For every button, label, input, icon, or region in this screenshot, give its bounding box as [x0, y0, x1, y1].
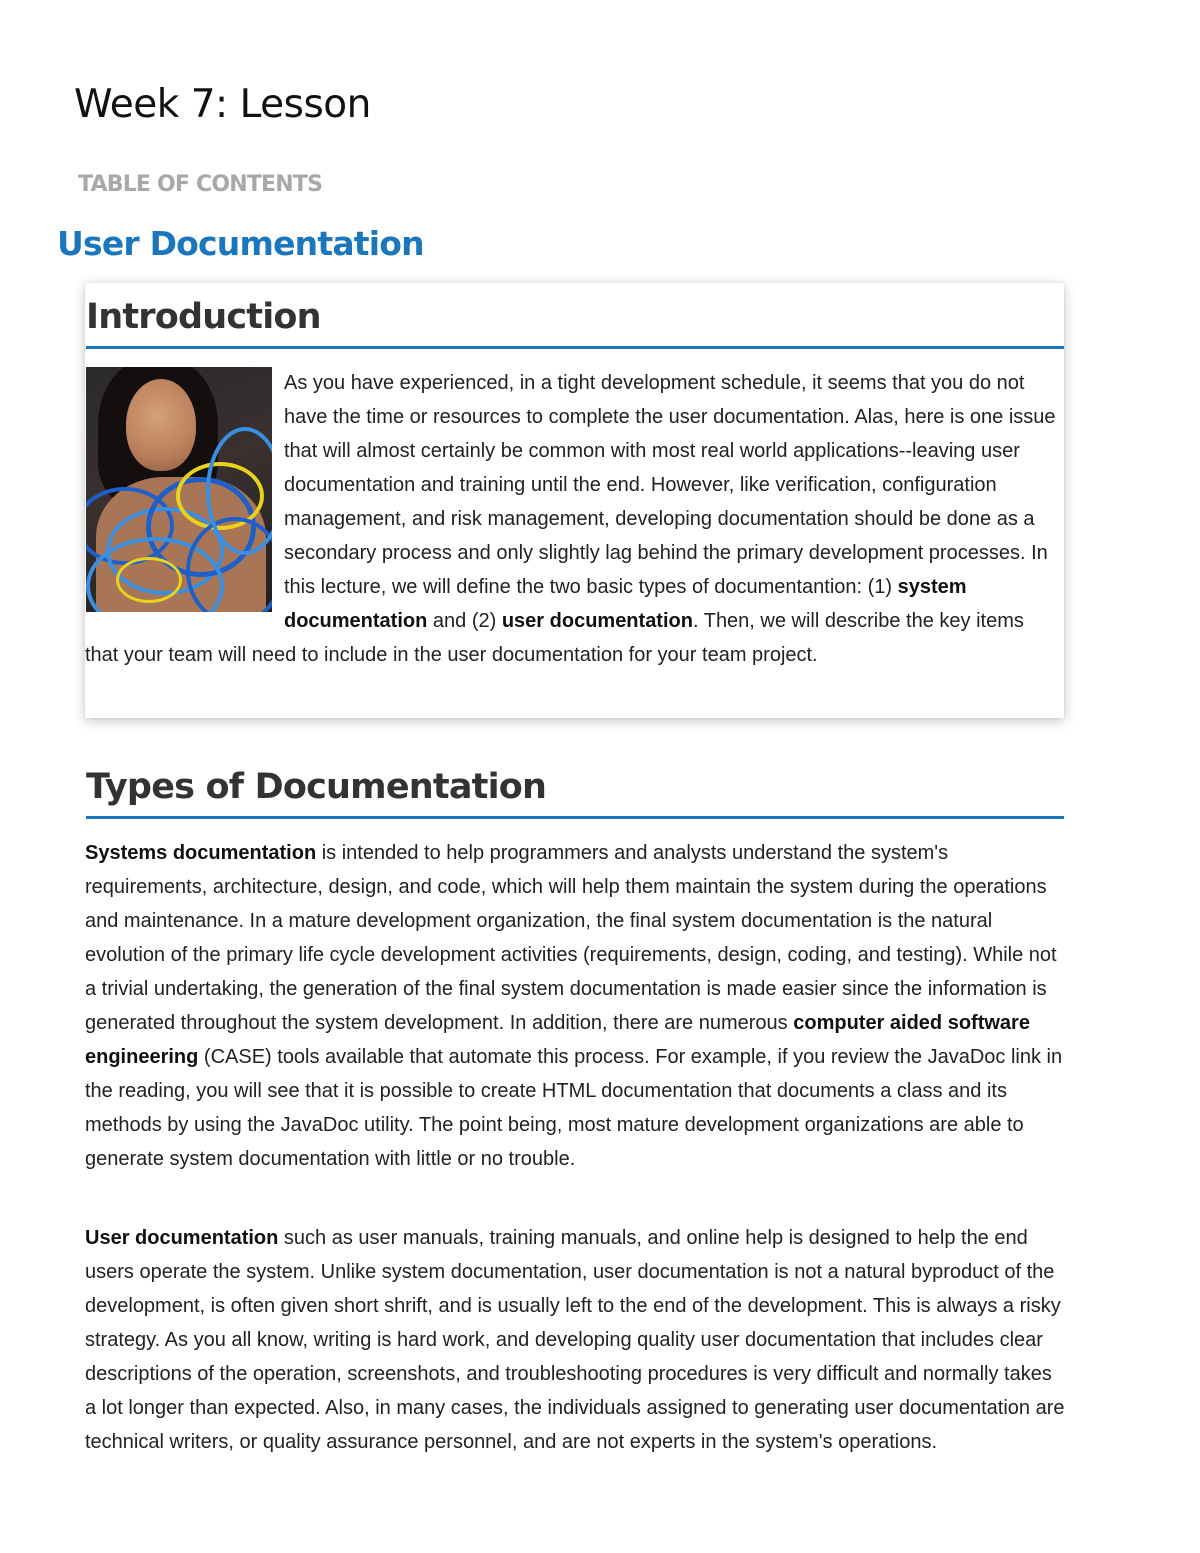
intro-text-part: and (2)	[427, 610, 502, 632]
intro-bold-system-documentation: system documentation	[284, 576, 967, 632]
paragraph-text: (CASE) tools available that automate this process. For example, if you review the JavaDoc link in the reading, you will see that it is possible to create HTML documentation that documents a class and its methods by using the JavaDoc utility. The point being, most mature development organizations are able to generate system documentation with little or no trouble.	[85, 1046, 1063, 1170]
paragraph-text: is intended to help programmers and analysts understand the system's requirements, architecture, design, and code, which will help them maintain the system during the operations and maintenance. In a mature development organization, the final system documentation is the natural evolution of the primary life cycle development activities (requirements, design, coding, and testing). While not a trivial undertaking, the generation of the final system documentation is made easier since the information is generated throughout the system development. In addition, there are numerous	[85, 842, 1057, 1034]
introduction-text	[85, 366, 1060, 672]
section-title: User Documentation	[57, 224, 424, 263]
intro-text-part: . Then, we will describe the key items that your team will need to include in the user documentation for your team project.	[85, 610, 1024, 666]
systems-documentation-term: Systems documentation	[85, 842, 317, 864]
paragraph-text: such as user manuals, training manuals, and online help is designed to help the end users operate the system. Unlike system documentation, user documentation is not a natural byproduct of the development, is often given short shrift, and is usually left to the end of the development. This is always a risky strategy. As you all know, writing is hard work, and developing quality user documentation that includes clear descriptions of the operation, screenshots, and troubleshooting procedures is very difficult and normally takes a lot longer than expected. Also, in many cases, the individuals assigned to generating user documentation are technical writers, or quality assurance personnel, and are not experts in the system's operations.	[85, 1227, 1065, 1453]
user-documentation-term: User documentation	[85, 1227, 279, 1249]
user-documentation-paragraph	[85, 1221, 1065, 1459]
systems-documentation-paragraph	[85, 836, 1065, 1176]
page-title: Week 7: Lesson	[74, 82, 371, 127]
case-term: computer aided software engineering	[85, 1012, 1030, 1068]
introduction-heading: Introduction	[86, 295, 1064, 349]
intro-text-part: As you have experienced, in a tight development schedule, it seems that you do not have the time or resources to complete the user documentation. Alas, here is one issue that will almost certainly be common with most real world applications--leaving user documentation and training until the end. However, like verification, configuration management, and risk management, developing documentation should be done as a secondary process and only slightly lag behind the primary development processes. In this lecture, we will define the two basic types of documentantion: (1)	[284, 372, 1056, 598]
types-of-documentation-heading: Types of Documentation	[86, 765, 1064, 819]
table-of-contents-label[interactable]: TABLE OF CONTENTS	[78, 172, 323, 197]
intro-bold-user-documentation: user documentation	[501, 610, 693, 632]
